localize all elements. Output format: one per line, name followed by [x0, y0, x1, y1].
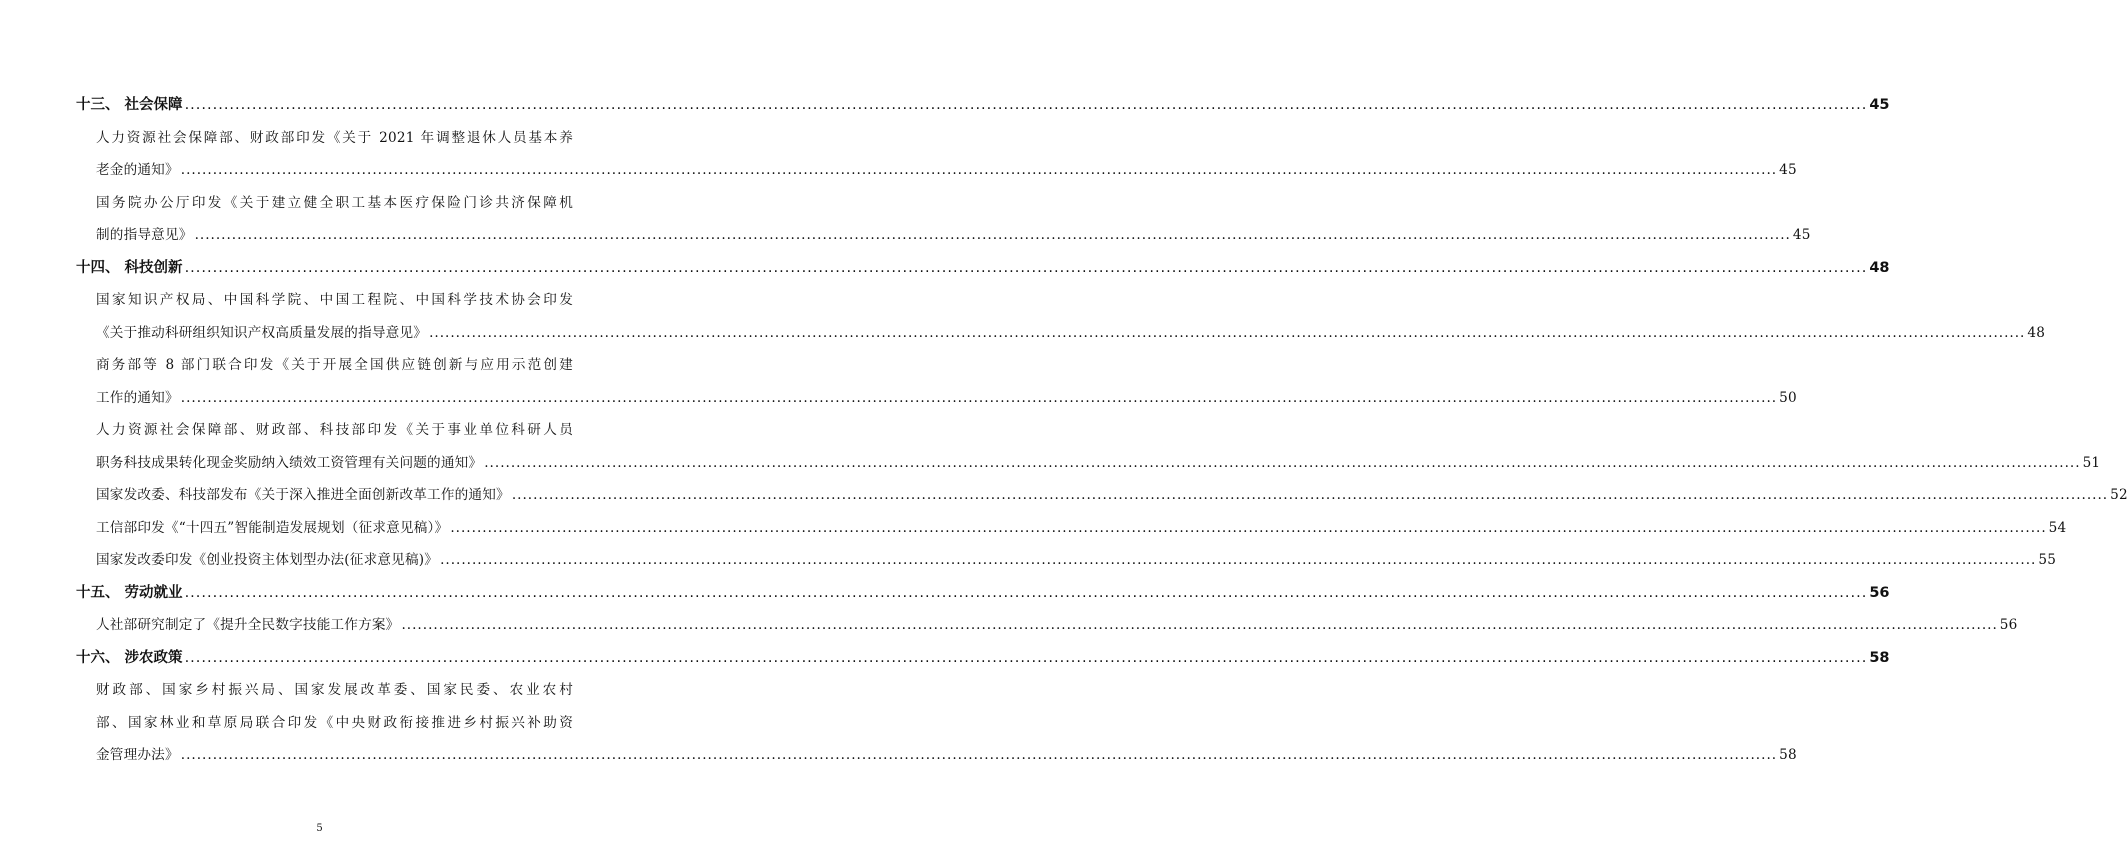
toc-entry-line[interactable] — [76, 613, 2018, 646]
toc-entry-text: 部、国家林业和草原局联合印发《中央财政衔接推进乡村振兴补助资 — [96, 714, 573, 731]
toc-entry-text: 商务部等 8 部门联合印发《关于开展全国供应链创新与应用示范创建 — [96, 357, 573, 373]
dot-leader: ............................................................................................................................................................................................................................................................................................................ — [184, 259, 1868, 276]
dot-leader: ............................................................................................................................................................................................................................................................................................................ — [450, 519, 2047, 536]
toc-entry-text: 职务科技成果转化现金奖励纳入绩效工资管理有关问题的通知》 — [96, 454, 483, 471]
dot-leader: ............................................................................................................................................................................................................................................................................................................ — [401, 617, 1998, 633]
toc-page-number: 48 — [1869, 259, 1890, 276]
toc-entry-text: 国家知识产权局、中国科学院、中国工程院、中国科学技术协会印发 — [96, 292, 573, 308]
dot-leader: ............................................................................................................................................................................................................................................................................................................ — [180, 389, 1778, 406]
toc-entry-text: 人社部研究制定了《提升全民数字技能工作方案》 — [96, 617, 400, 633]
toc-entry-line[interactable] — [76, 451, 2101, 484]
dot-leader: ............................................................................................................................................................................................................................................................................................................ — [184, 584, 1868, 601]
toc-entry-line[interactable] — [76, 223, 1811, 256]
toc-entry-line[interactable] — [76, 548, 2057, 581]
table-of-contents — [76, 93, 2128, 776]
dot-leader: ............................................................................................................................................................................................................................................................................................................ — [484, 454, 2081, 471]
toc-entry-line[interactable] — [76, 321, 2046, 354]
dot-leader: ............................................................................................................................................................................................................................................................................................................ — [184, 97, 1868, 113]
toc-entry-text: 国家发改委印发《创业投资主体划型办法(征求意见稿)》 — [96, 552, 439, 568]
toc-entry-line[interactable] — [76, 711, 573, 744]
dot-leader: ............................................................................................................................................................................................................................................................................................................ — [429, 324, 2026, 341]
toc-entry-text: 制的指导意见》 — [96, 227, 193, 243]
dot-leader: ............................................................................................................................................................................................................................................................................................................ — [180, 747, 1778, 763]
toc-section-entry[interactable] — [76, 646, 1890, 679]
toc-page-number: 56 — [1999, 617, 2018, 633]
toc-page-number: 48 — [2027, 324, 2046, 341]
toc-entry-text: 老金的通知》 — [96, 162, 179, 178]
page-number: 5 — [316, 823, 323, 834]
toc-page-number: 54 — [2048, 519, 2067, 536]
toc-entry-line[interactable] — [76, 191, 573, 224]
dot-leader: ............................................................................................................................................................................................................................................................................................................ — [184, 649, 1868, 666]
toc-entry-text: 国务院办公厅印发《关于建立健全职工基本医疗保险门诊共济保障机 — [96, 194, 573, 211]
toc-page-number: 50 — [1779, 389, 1797, 406]
toc-page-number: 55 — [2038, 552, 2057, 568]
toc-entry-text: 人力资源社会保障部、财政部、科技部印发《关于事业单位科研人员 — [96, 422, 573, 438]
toc-page-number: 56 — [1869, 584, 1890, 601]
toc-entry-line[interactable] — [76, 126, 573, 159]
toc-entry-text: 人力资源社会保障部、财政部印发《关于 2021 年调整退休人员基本养 — [96, 129, 573, 146]
toc-entry-line[interactable] — [76, 418, 573, 451]
toc-page-number: 45 — [1792, 227, 1811, 243]
toc-entry-line[interactable] — [76, 678, 573, 711]
toc-section-title: 十六、 涉农政策 — [76, 649, 183, 666]
toc-entry-text: 国家发改委、科技部发布《关于深入推进全面创新改革工作的通知》 — [96, 487, 510, 503]
toc-section-title: 十三、 社会保障 — [76, 97, 183, 113]
toc-entry-text: 财政部、国家乡村振兴局、国家发展改革委、国家民委、农业农村 — [96, 682, 573, 698]
toc-page-number: 58 — [1779, 747, 1797, 763]
toc-entry-line[interactable] — [76, 483, 2128, 516]
toc-entry-text: 金管理办法》 — [96, 747, 179, 763]
toc-page-number: 51 — [2082, 454, 2101, 471]
dot-leader: ............................................................................................................................................................................................................................................................................................................ — [440, 552, 2037, 568]
toc-entry-line[interactable] — [76, 386, 1797, 419]
toc-page-number: 45 — [1869, 97, 1890, 113]
toc-page-number: 58 — [1869, 649, 1890, 666]
toc-entry-line[interactable] — [76, 288, 573, 321]
dot-leader: ............................................................................................................................................................................................................................................................................................................ — [180, 162, 1778, 178]
toc-section-title: 十四、 科技创新 — [76, 259, 183, 276]
dot-leader: ............................................................................................................................................................................................................................................................................................................ — [511, 487, 2109, 503]
toc-section-title: 十五、 劳动就业 — [76, 584, 183, 601]
toc-entry-text: 工作的通知》 — [96, 389, 179, 406]
toc-entry-line[interactable] — [76, 158, 1797, 191]
toc-entry-line[interactable] — [76, 516, 2067, 549]
dot-leader: ............................................................................................................................................................................................................................................................................................................ — [194, 227, 1791, 243]
toc-section-entry[interactable] — [76, 581, 1890, 614]
toc-entry-line[interactable] — [76, 353, 573, 386]
toc-page-number: 52 — [2110, 487, 2128, 503]
toc-entry-line[interactable] — [76, 743, 1797, 776]
toc-entry-text: 工信部印发《“十四五”智能制造发展规划（征求意见稿）》 — [96, 519, 449, 536]
toc-section-entry[interactable] — [76, 93, 1890, 126]
toc-page-number: 45 — [1779, 162, 1797, 178]
toc-section-entry[interactable] — [76, 256, 1890, 289]
toc-entry-text: 《关于推动科研组织知识产权高质量发展的指导意见》 — [96, 324, 428, 341]
